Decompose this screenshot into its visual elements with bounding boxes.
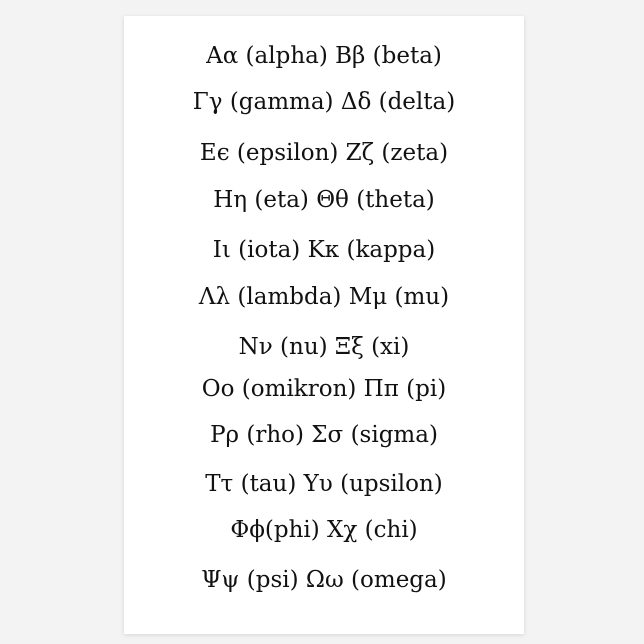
greek-letter-line: Oo (omikron) Ππ (pi)	[201, 376, 447, 402]
greek-letter-line: Λλ (lambda) Mμ (mu)	[198, 284, 450, 310]
greek-letter-line: Hη (eta) Θθ (theta)	[213, 187, 435, 213]
greek-letter-line: Ψψ (psi) Ωω (omega)	[201, 567, 447, 593]
greek-alphabet-list	[124, 16, 524, 634]
greek-letter-line: Γγ (gamma) Δδ (delta)	[192, 89, 456, 115]
greek-letter-line: Pρ (rho) Σσ (sigma)	[210, 422, 438, 448]
greek-letter-line: Φϕ(phi) Xχ (chi)	[230, 517, 418, 543]
greek-letter-line: Eϵ (epsilon) Zζ (zeta)	[199, 140, 449, 166]
printed-sheet	[124, 16, 524, 634]
greek-letter-line: Nν (nu) Ξξ (xi)	[238, 334, 410, 360]
greek-letter-line: Aα (alpha) Bβ (beta)	[206, 43, 442, 69]
greek-letter-line: Tτ (tau) Υυ (upsilon)	[205, 471, 443, 497]
greek-letter-line: Iι (iota) Kκ (kappa)	[212, 237, 436, 263]
